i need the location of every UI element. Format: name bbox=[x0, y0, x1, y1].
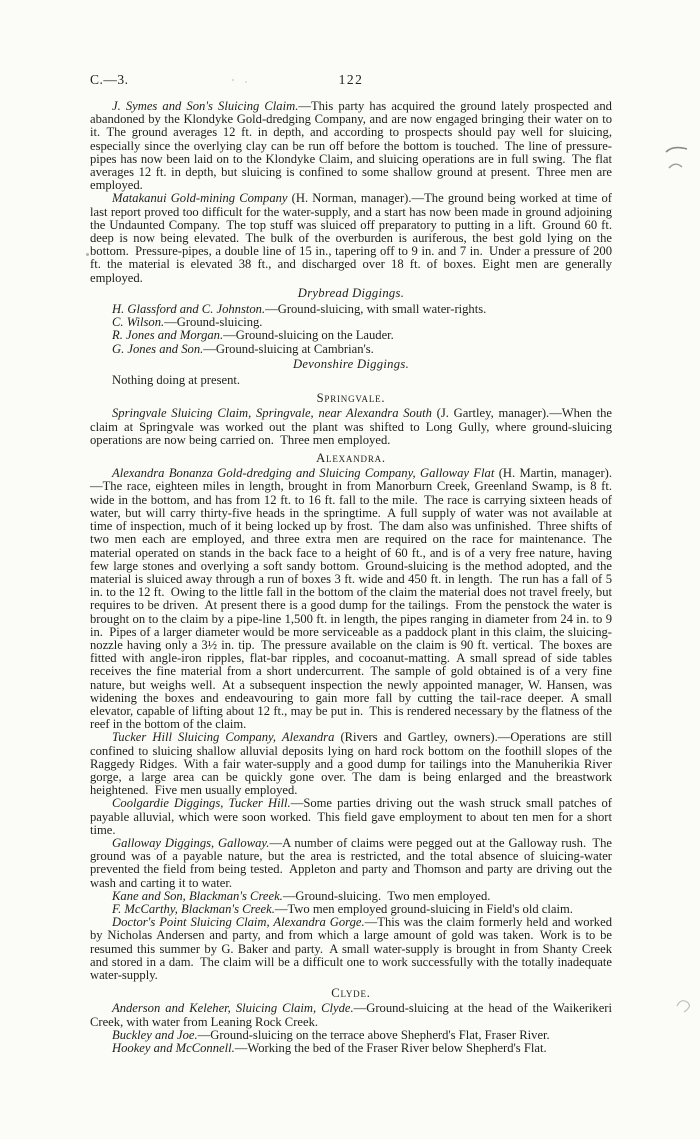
claim-name: Buckley and Joe. bbox=[112, 1027, 198, 1042]
claim-name: Galloway Diggings, Galloway. bbox=[112, 835, 270, 850]
paragraph: C. Wilson.—Ground-sluicing. bbox=[112, 315, 263, 330]
claim-name: Matakanui Gold-mining Company bbox=[112, 191, 288, 206]
diggings-heading: Drybread Diggings. bbox=[297, 286, 405, 301]
claim-name: Alexandra Bonanza Gold-dredging and Sluicing Company, Galloway Flat bbox=[112, 466, 495, 481]
page-number: 122 bbox=[338, 72, 364, 87]
report-body bbox=[90, 100, 612, 1055]
claim-name: Springvale Sluicing Claim, Springvale, near Alexandra South bbox=[112, 406, 432, 421]
claim-name: Coolgardie Diggings, Tucker Hill. bbox=[112, 796, 291, 811]
paragraph: R. Jones and Morgan.—Ground-sluicing on the Lauder. bbox=[112, 328, 394, 343]
paragraph: Anderson and Keleher, Sluicing Claim, Clyde.—Ground-sluicing at the head of the Waikerikeri Creek, with water from Leaning Rock Creek. bbox=[90, 1001, 612, 1029]
paragraph: J. Symes and Son's Sluicing Claim.—This party has acquired the ground lately prospected and abandoned by the Klondyke Gold-dredging Company, and are now engaged bringing their water on to it. The ground averages 12 ft. in depth, and according to prospects should pay well for sluicing, especially since the overlying clay can be run off before the bottom is touched. The line of pressure-pipes has now been laid on to the Klondyke Claim, and sluicing operations are in full swing. The flat averages 12 ft. in depth, but sluicing is confined to some shallow ground at present. Three men are employed. bbox=[90, 99, 612, 193]
claim-name: C. Wilson. bbox=[112, 315, 165, 330]
district-heading: Alexandra. bbox=[316, 451, 386, 466]
paragraph: Nothing doing at present. bbox=[112, 373, 241, 388]
paragraph: F. McCarthy, Blackman's Creek.—Two men employed ground-sluicing in Field's old claim. bbox=[112, 901, 573, 916]
paragraph: Buckley and Joe.—Ground-sluicing on the terrace above Shepherd's Flat, Fraser River. bbox=[112, 1027, 550, 1042]
paragraph: G. Jones and Son.—Ground-sluicing at Cambrian's. bbox=[112, 341, 374, 356]
paragraph: Doctor's Point Sluicing Claim, Alexandra Gorge.—This was the claim formerly held and worked by Nicholas Andersen and party, and from which a large amount of gold was taken. Work is to be resumed this summer by G. Baker and party. A small water-supply is brought in from Shanty Creek and stored in a dam. The claim will be a difficult one to work successfully with the totally inadequate water-supply. bbox=[90, 915, 612, 982]
claim-name: Hookey and McConnell. bbox=[112, 1041, 235, 1056]
paragraph: Tucker Hill Sluicing Company, Alexandra (Rivers and Gartley, owners).—Operations are still confined to sluicing shallow alluvial deposits lying on hard rock bottom on the foothill slopes of the Raggedy Ridges. With a fair water-supply and a good dump for tailings into the Manuherikia River gorge, a large area can be quickly gone over. The dam is being enlarged and the breastwork heightened. Five men usually employed. bbox=[90, 730, 612, 798]
claim-name: F. McCarthy, Blackman's Creek. bbox=[112, 901, 275, 916]
paragraph: Galloway Diggings, Galloway.—A number of claims were pegged out at the Galloway rush. The ground was of a payable nature, but the area is restricted, and the total absence of sluicing-water prevented the field from being tested. Appleton and party and Thomson and party are driving out the wash and carting it to water. bbox=[90, 835, 613, 890]
paragraph: Hookey and McConnell.—Working the bed of the Fraser River below Shepherd's Flat. bbox=[112, 1041, 547, 1056]
district-heading: Springvale. bbox=[316, 391, 386, 406]
district-heading: Clyde. bbox=[331, 986, 371, 1001]
paragraph: Alexandra Bonanza Gold-dredging and Sluicing Company, Galloway Flat (H. Martin, manager).—The race, eighteen miles in length, brought in from Manorburn Creek, Greenland Swamp, is 8 ft. wide in the bottom, and has from 12 ft. to 16 ft. fall to the mile. The race is carrying sixteen heads of water, but will carry thirty-five heads in the springtime. A full supply of water was not available at time of inspection, much of it being locked up by frost. The dam also was unfinished. Three shifts of two men each are employed, and three extra men are required on the race for maintenance. The material operated on stands in the back face to a height of 60 ft., and is of a very free nature, having few large stones and overlying a soft sandy bottom. Ground-sluicing is the method adopted, and the material is sluiced away through a run of boxes 3 ft. wide and 450 ft. in length. The run has a fall of 5 in. to the 12 ft. Owing to the little fall in the bottom of the claim the material does not travel freely, but requires to be driven. At present there is a good dump for the tailings. From the penstock the water is brought on to the claim by a pipe-line 1,500 ft. in length, the pipes ranging in diameter from 24 in. to 9 in. Pipes of a larger diameter would be more serviceable as a paddock plant in this claim, the sluicing-nozzle having only a 3½ in. tip. The pressure available on the claim is 90 ft. vertical. The boxes are fitted with angle-iron ripples, flat-bar ripples, and cocoanut-matting. A small spread of side tables receives the fine material from a short undercurrent. The sample of gold obtained is of a very fine nature, but weighs well. At a subsequent inspection the newly appointed manager, W. Hansen, was widening the boxes and endeavouring to gain more fall by cutting the tail-race deeper. A small elevator, capable of lifting about 12 ft., may be put in. This is rendered necessary by the flatness of the reef in the bottom of the claim. bbox=[90, 466, 612, 732]
claim-name: Doctor's Point Sluicing Claim, Alexandra Gorge. bbox=[112, 915, 365, 930]
paragraph: Matakanui Gold-mining Company (H. Norman, manager).—The ground being worked at time of last report proved too difficult for the water-supply, and a start has now been made in ground adjoining the Undaunted Company. The top stuff was sluiced off preparatory to putting in a lift. Ground 60 ft. deep is now being elevated. The bulk of the overburden is auriferous, the best gold lying on the bottom. Pressure-pipes, a double line of 15 in., tapering off to 9 in. and 7 in. Under a pressure of 200 ft. the material is elevated 38 ft., and discharged over 18 ft. of boxes. Eight men are generally employed. bbox=[90, 191, 613, 285]
paragraph: Coolgardie Diggings, Tucker Hill.—Some parties driving out the wash struck small patches of payable alluvial, which were soon worked. This field gave employment to about ten men for a short time. bbox=[90, 796, 612, 837]
scan-speck bbox=[232, 79, 234, 81]
paragraph: H. Glassford and C. Johnston.—Ground-sluicing, with small water-rights. bbox=[112, 302, 487, 317]
claim-name: Tucker Hill Sluicing Company, Alexandra bbox=[112, 730, 335, 745]
document-reference: C.—3. bbox=[90, 72, 129, 87]
claim-name: R. Jones and Morgan. bbox=[112, 328, 224, 343]
diggings-heading: Devonshire Diggings. bbox=[292, 357, 410, 372]
page-header bbox=[90, 72, 612, 90]
scan-speck bbox=[245, 81, 247, 83]
scan-speck bbox=[86, 253, 89, 256]
claim-name: Kane and Son, Blackman's Creek. bbox=[112, 888, 283, 903]
claim-name: Anderson and Keleher, Sluicing Claim, Clyde. bbox=[112, 1001, 354, 1016]
paragraph: Kane and Son, Blackman's Creek.—Ground-sluicing. Two men employed. bbox=[112, 888, 491, 903]
claim-name: G. Jones and Son. bbox=[112, 341, 204, 356]
claim-name: H. Glassford and C. Johnston. bbox=[112, 302, 266, 317]
claim-name: J. Symes and Son's Sluicing Claim. bbox=[112, 99, 299, 113]
paragraph: Springvale Sluicing Claim, Springvale, near Alexandra South (J. Gartley, manager).—When the claim at Springvale was worked out the plant was shifted to Long Gully, where ground-sluicing operations are now being carried on. Three men employed. bbox=[90, 406, 612, 447]
